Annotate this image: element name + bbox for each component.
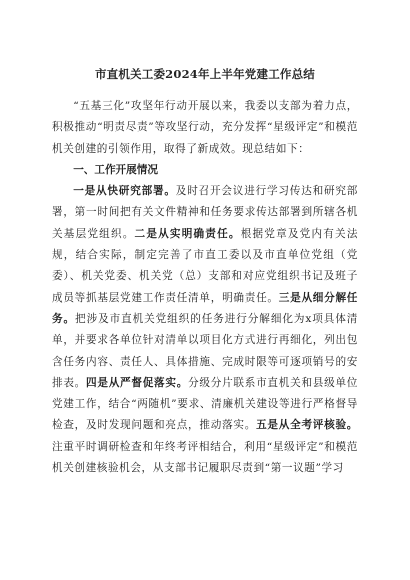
intro-paragraph: “五基三化”攻坚年行动开展以来，我委以支部为着力点，积极推动“明责尽责”等攻坚行动，充分发挥“星级评定”和模范机关创建的引领作用，取得了新成效。现总结如下： xyxy=(52,100,358,155)
point-4-lead: 四是从严督促落实。 xyxy=(86,376,189,389)
document-title: 市直机关工委2024年上半年党建工作总结 xyxy=(94,67,315,81)
point-5-lead: 五是从全考评核验。 xyxy=(256,419,358,432)
point-4-text: 分级分片联系市直机关和县级单位党建工作，结合“两随机”要求、清廉机关建设等进行严格督导检查，及时发现问题和亮点，推动落实。 xyxy=(52,376,358,432)
section-heading: 一、工作开展情况 xyxy=(73,163,158,176)
body-paragraph xyxy=(52,181,358,479)
point-2-text: 根据党章及党内有关法规，结合实际，制定完善了市直工委以及市直单位党组（党委）、机关党委、机关党（总）支部和对应党组织书记及班子成员等抓基层党建工作责任清单，明确责任。 xyxy=(52,227,359,304)
point-1-lead: 一是从快研究部署。 xyxy=(73,185,176,198)
point-2-lead: 二是从实明确责任。 xyxy=(134,227,241,240)
point-1-text: 及时召开会议进行学习传达和研究部署，第一时间把有关文件精神和任务要求传达部署到所辖各机关基层党组织。 xyxy=(52,185,358,240)
point-3-text: 把涉及市直机关党组织的任务进行分解细化为x项具体清单，并要求各单位针对清单以项目化方式进行再细化，列出包含任务内容、责任人、具体措施、完成时限等可逐项销号的安排表。 xyxy=(52,312,358,389)
point-5-text: 注重平时调研检查和年终考评相结合，利用“星级评定”和模范机关创建核验机会，从支部书记履职尽责到“第一议题”学习 xyxy=(52,440,358,475)
point-3-lead: 三是从细分解任务。 xyxy=(52,291,359,325)
